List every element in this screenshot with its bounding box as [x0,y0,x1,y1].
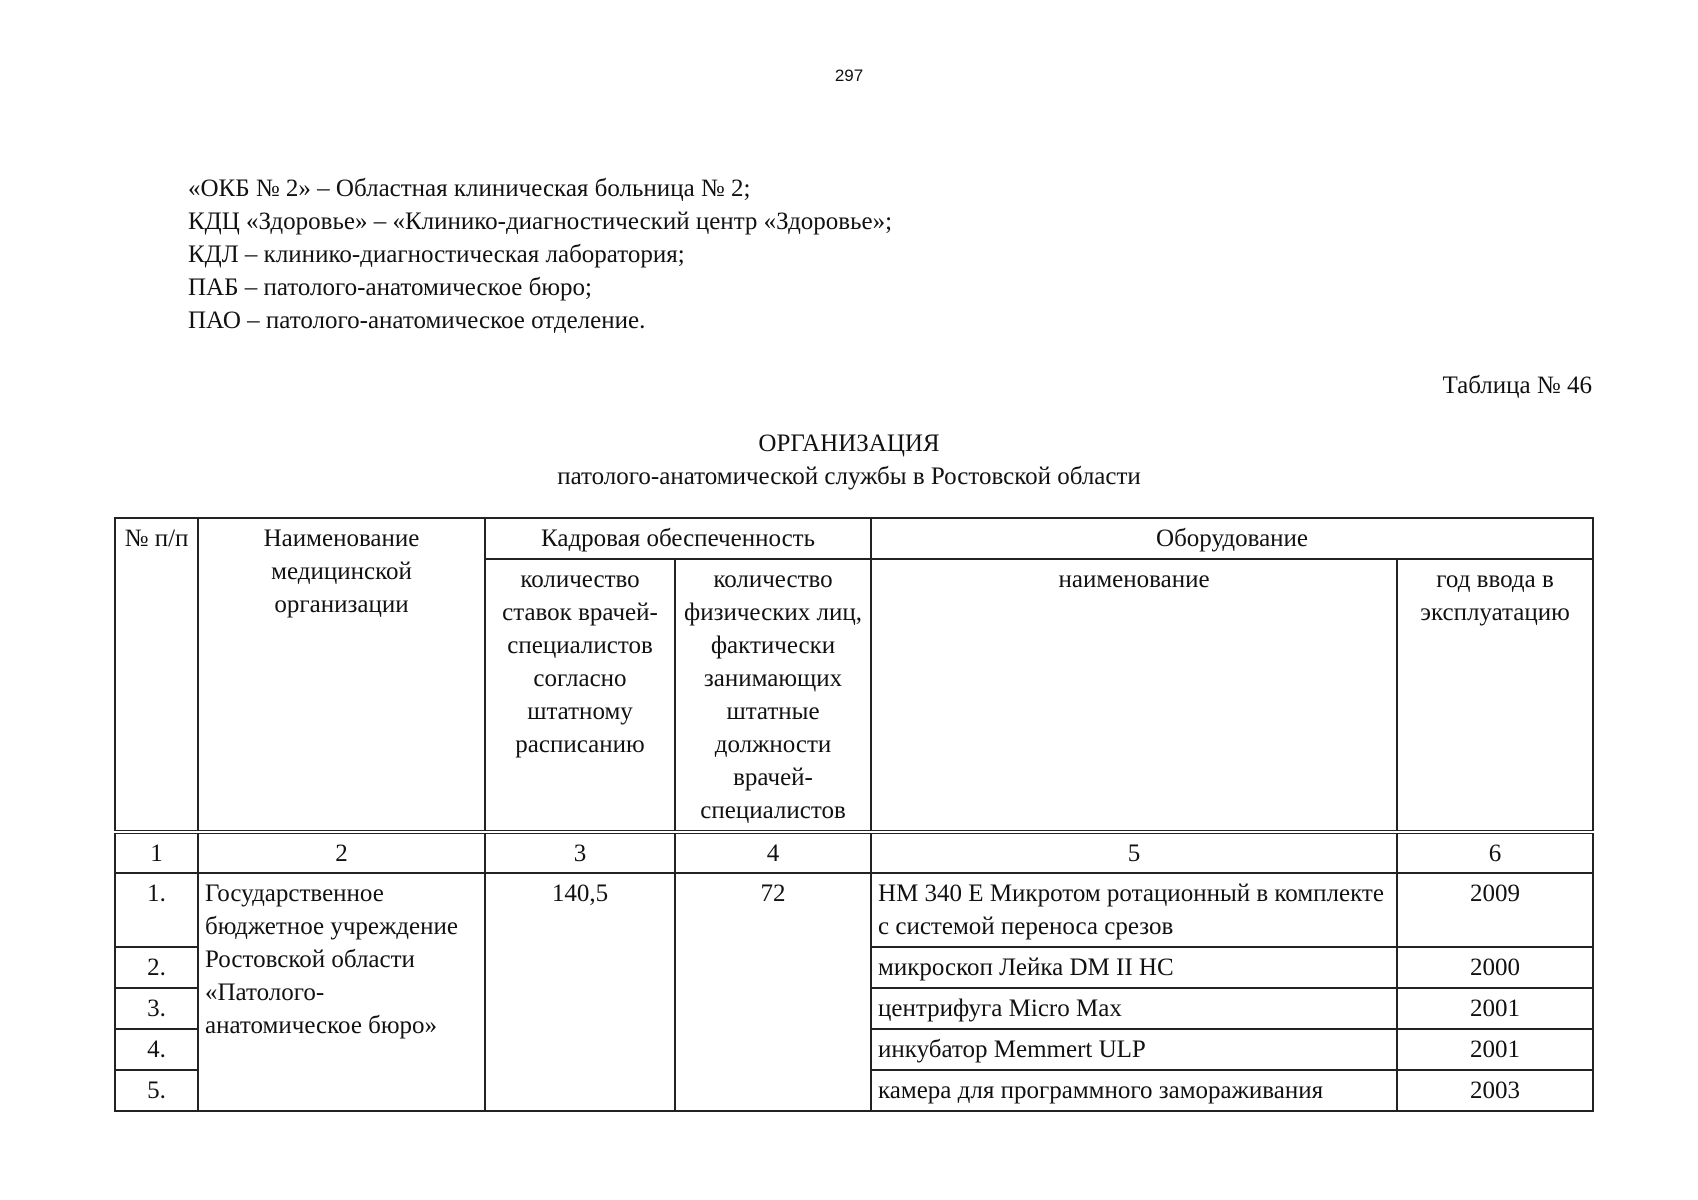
table-subtitle: патолого-анатомической службы в Ростовской области [557,463,1141,490]
header-num: № п/п [115,518,198,832]
equipment-year: 2003 [1397,1070,1593,1111]
row-number: 5. [115,1070,198,1111]
equipment-name: центрифуга Micro Max [871,988,1397,1029]
header-row-top [115,518,1593,559]
abbreviation-item: ПАБ – патолого-анатомическое бюро; [188,274,592,301]
column-number: 5 [871,832,1397,873]
header-staff-persons: количество физических лиц, фактически занимающих штатные должности врачей-специалистов [675,559,871,832]
abbreviation-list [188,172,892,337]
abbreviation-item: КДЛ – клинико-диагностическая лаборатория; [188,241,685,268]
abbreviation-item: КДЦ «Здоровье» – «Клинико-диагностический центр «Здоровье»; [188,208,893,235]
row-number: 4. [115,1029,198,1070]
staff-rates-value: 140,5 [485,873,675,1111]
equipment-name: инкубатор Memmert ULP [871,1029,1397,1070]
table-row [115,873,1593,947]
table-title: ОРГАНИЗАЦИЯ [758,430,940,457]
staff-persons-value: 72 [675,873,871,1111]
column-number: 2 [198,832,485,873]
column-number: 1 [115,832,198,873]
abbreviation-item: «ОКБ № 2» – Областная клиническая больница № 2; [188,175,751,202]
header-staffing: Кадровая обеспеченность [485,518,871,559]
column-number: 6 [1397,832,1593,873]
equipment-year: 2001 [1397,1029,1593,1070]
column-number: 4 [675,832,871,873]
table-number: Таблица № 46 [1442,372,1592,399]
header-org-name: Наименование медицинской организации [198,518,485,832]
equipment-year: 2001 [1397,988,1593,1029]
organization-table [114,517,1594,1112]
abbreviation-item: ПАО – патолого-анатомическое отделение. [188,307,646,334]
column-number-row [115,832,1593,873]
header-equip-year: год ввода в эксплуатацию [1397,559,1593,832]
equipment-year: 2000 [1397,947,1593,988]
row-number: 2. [115,947,198,988]
page-number: 297 [834,66,864,85]
header-equipment: Оборудование [871,518,1593,559]
row-number: 3. [115,988,198,1029]
organization-name: Государственное бюджетное учреждение Ростовской области «Патолого-анатомическое бюро» [198,873,485,1111]
row-number: 1. [115,873,198,947]
equipment-year: 2009 [1397,873,1593,947]
equipment-name: микроскоп Лейка DM II HC [871,947,1397,988]
header-equip-name: наименование [871,559,1397,832]
column-number: 3 [485,832,675,873]
table-title-block [0,427,1698,493]
equipment-name: камера для программного замораживания [871,1070,1397,1111]
header-staff-rates: количество ставок врачей-специалистов согласно штатному расписанию [485,559,675,832]
equipment-name: HM 340 E Микротом ротационный в комплекте с системой переноса срезов [871,873,1397,947]
